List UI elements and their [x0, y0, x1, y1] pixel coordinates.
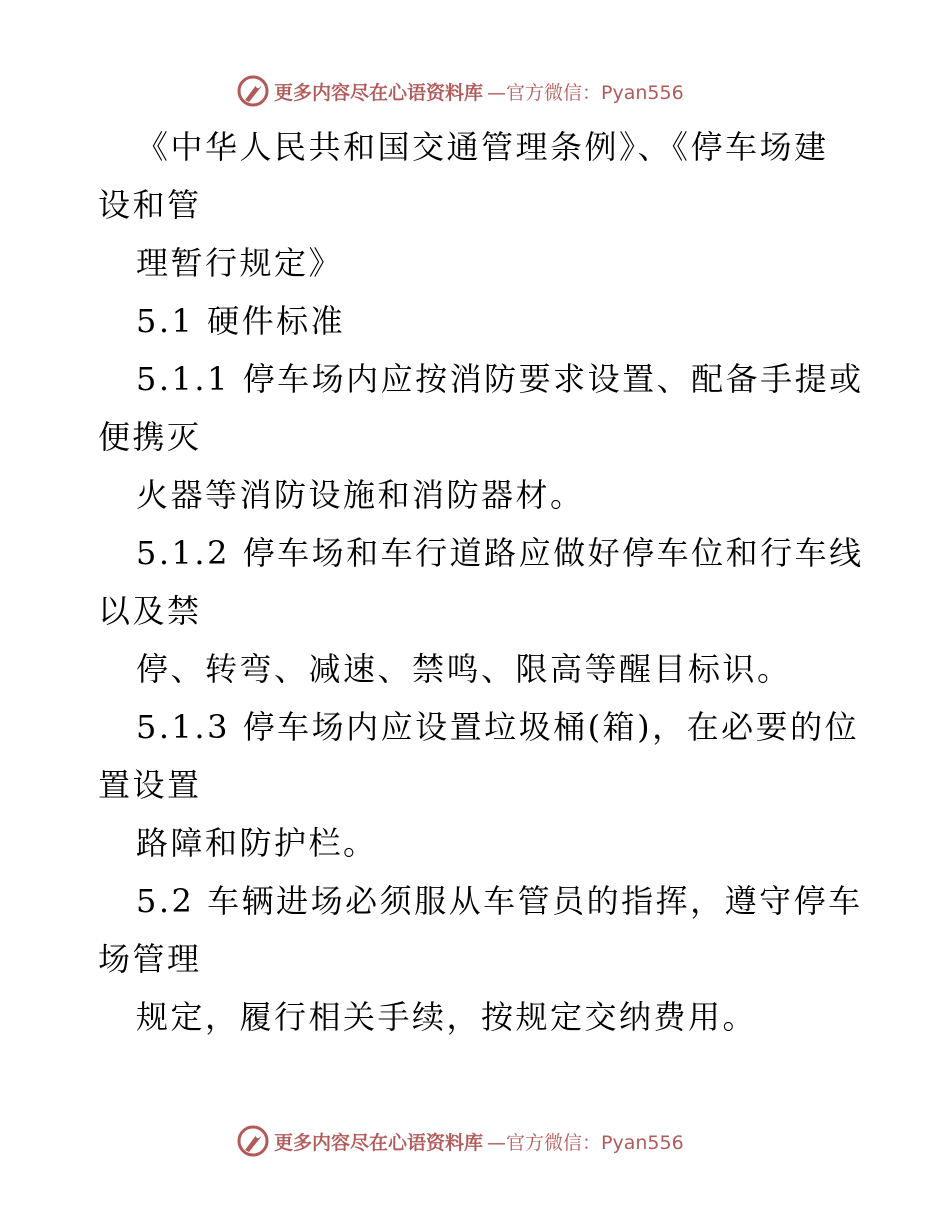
body-line: 场管理 [98, 940, 202, 978]
pen-nib-circle-icon [236, 74, 270, 108]
section-heading: 5.1 硬件标准 [136, 302, 346, 340]
body-line: 5.1.1 停车场内应按消防要求设置、配备手提或 [136, 360, 864, 398]
body-line: 设和管 [98, 186, 202, 224]
footer-watermark [236, 1123, 684, 1159]
watermark-brand-text: 更多内容尽在心语资料库 [274, 1131, 484, 1154]
body-line: 《中华人民共和国交通管理条例》、《停车场建 [136, 128, 829, 166]
document-body [98, 118, 868, 1046]
pen-nib-circle-icon [236, 1124, 270, 1158]
body-line: 火器等消防设施和消防器材。 [136, 476, 585, 514]
body-line: 置设置 [98, 766, 202, 804]
body-line: 5.1.2 停车场和车行道路应做好停车位和行车线 [136, 534, 864, 572]
body-line: 理暂行规定》 [136, 244, 344, 282]
body-line: 以及禁 [98, 592, 202, 630]
body-line: 5.2 车辆进场必须服从车管员的指挥，遵守停车 [136, 882, 863, 920]
body-line: 路障和防护栏。 [136, 824, 378, 862]
watermark-brand-text: 更多内容尽在心语资料库 [274, 81, 484, 104]
body-line: 停、转弯、减速、禁鸣、限高等醒目标识。 [136, 650, 792, 688]
watermark-contact-text: —官方微信：Pyan556 [487, 81, 684, 104]
body-line: 5.1.3 停车场内应设置垃圾桶(箱)，在必要的位 [136, 708, 860, 746]
header-watermark [236, 73, 684, 109]
body-line: 规定，履行相关手续，按规定交纳费用。 [136, 998, 758, 1036]
body-line: 便携灭 [98, 418, 202, 456]
watermark-contact-text: —官方微信：Pyan556 [487, 1131, 684, 1154]
